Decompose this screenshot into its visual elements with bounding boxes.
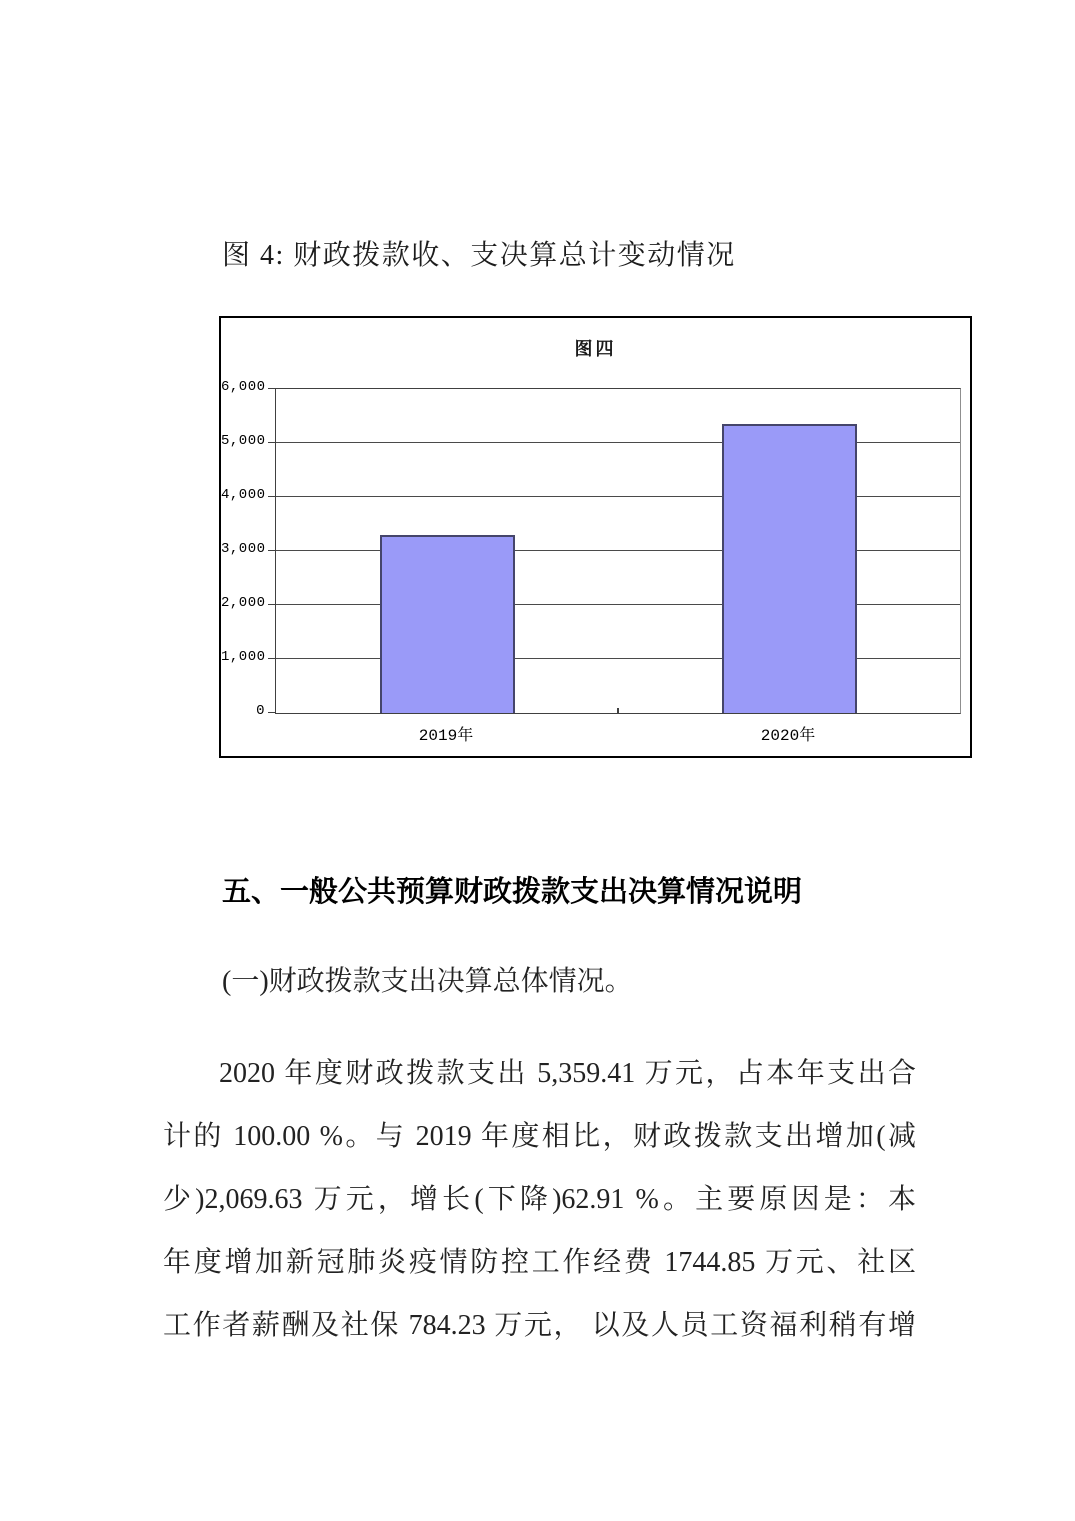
y-axis-tick: [268, 496, 275, 497]
gridline: [276, 496, 960, 497]
paragraph-line: 计的 100.00 %。与 2019 年度相比，财政拨款支出增加(减: [163, 1121, 916, 1152]
paragraph-line: 年度增加新冠肺炎疫情防控工作经费 1744.85 万元、社区: [163, 1247, 916, 1278]
y-tick-label: 5,000: [221, 433, 266, 449]
x-axis-boundary-tick: [617, 708, 619, 713]
chart-bar: [380, 535, 515, 713]
x-axis-label: 2019年: [418, 727, 474, 745]
subsection-heading: (一)财政拨款支出决算总体情况。: [222, 966, 633, 997]
chart-title: 图四: [574, 339, 617, 360]
chart-bar: [722, 424, 857, 713]
paragraph-line: 工作者薪酬及社保 784.23 万元， 以及人员工资福利稍有增: [163, 1310, 916, 1341]
plot-area: [275, 388, 961, 714]
y-tick-label: 4,000: [221, 487, 266, 503]
y-axis-tick: [268, 550, 275, 551]
y-axis-tick: [268, 658, 275, 659]
y-axis-tick: [268, 712, 275, 713]
y-tick-label: 0: [256, 703, 265, 719]
y-tick-label: 3,000: [221, 541, 266, 557]
gridline: [276, 442, 960, 443]
y-axis-tick: [268, 388, 275, 389]
paragraph-line: 2020 年度财政拨款支出 5,359.41 万元，占本年支出合: [219, 1058, 916, 1089]
y-axis-tick: [268, 442, 275, 443]
section-heading: 五、一般公共预算财政拨款支出决算情况说明: [222, 876, 803, 908]
y-axis-tick: [268, 604, 275, 605]
chart: [219, 316, 972, 758]
x-axis-label: 2020年: [760, 727, 816, 745]
paragraph-line: 少)2,069.63 万元，增长(下降)62.91 %。主要原因是：本: [163, 1184, 916, 1215]
figure-caption: 图 4: 财政拨款收、支决算总计变动情况: [222, 240, 736, 271]
y-tick-label: 1,000: [221, 649, 266, 665]
y-tick-label: 2,000: [221, 595, 266, 611]
body-paragraph: [163, 1042, 916, 1357]
y-tick-label: 6,000: [221, 379, 266, 395]
